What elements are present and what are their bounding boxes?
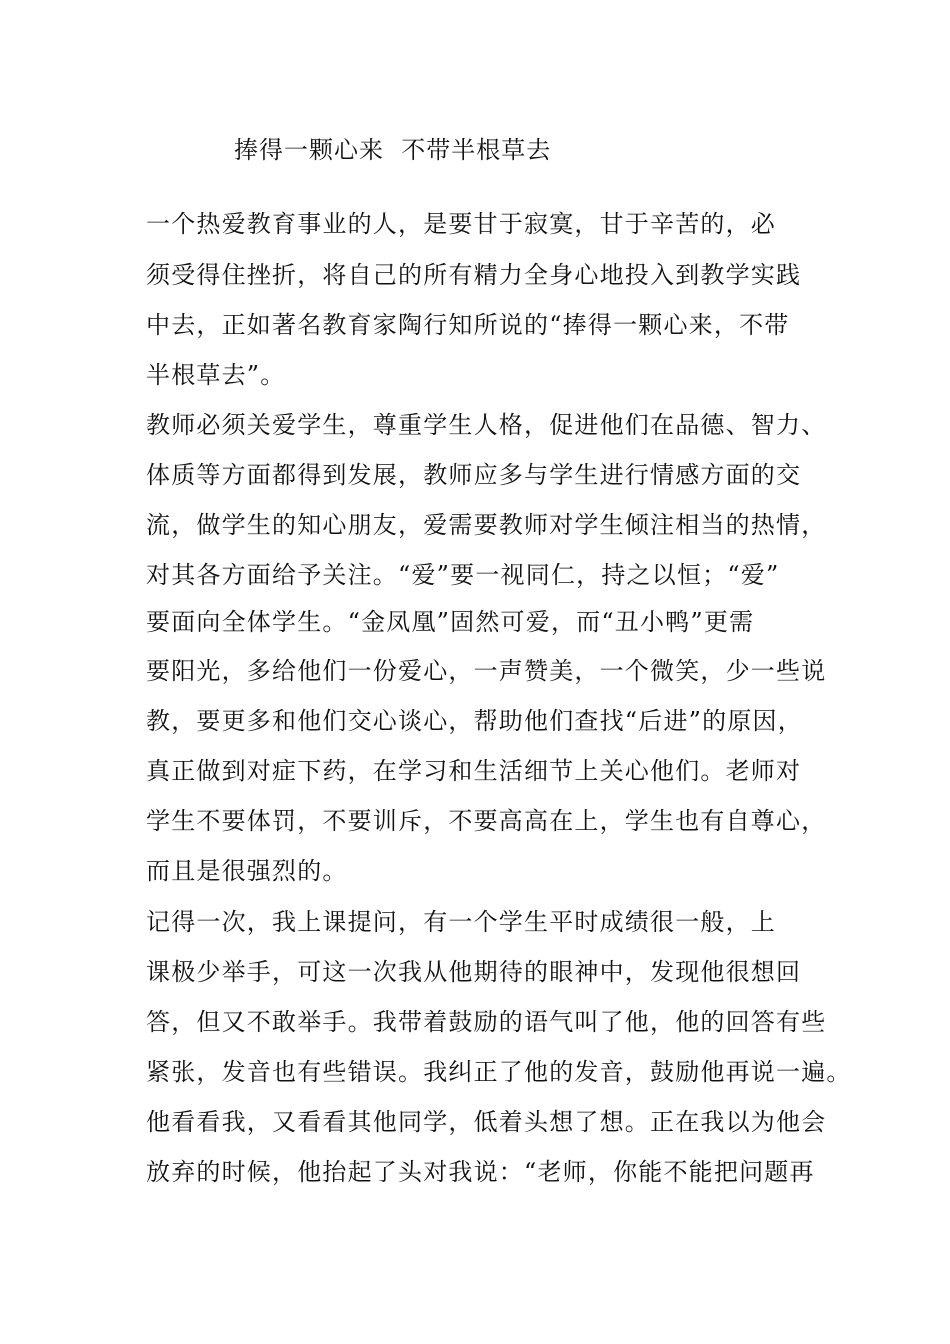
text-line: 中去，正如著名教育家陶行知所说的“捧得一颗心来，不带: [146, 311, 790, 339]
text-line: 而且是很强烈的。: [146, 857, 348, 885]
text-line: 记得一次，我上课提问，有一个学生平时成绩很一般，上: [146, 908, 776, 936]
text-line: 教师必须关爱学生，尊重学生人格，促进他们在品德、智力、: [146, 411, 827, 439]
text-line: 放弃的时候，他抬起了头对我说：“老师，你能不能把问题再: [146, 1158, 815, 1186]
document-title: 捧得一颗心来 不带半根草去: [234, 136, 552, 164]
text-line: 答，但又不敢举手。我带着鼓励的语气叫了他，他的回答有些: [146, 1008, 827, 1036]
text-line: 须受得住挫折，将自己的所有精力全身心地投入到教学实践: [146, 261, 802, 289]
text-line: 学生不要体罚，不要训斥，不要高高在上，学生也有自尊心，: [146, 807, 827, 835]
text-line: 真正做到对症下药，在学习和生活细节上关心他们。老师对: [146, 757, 802, 785]
text-line: 要阳光，多给他们一份爱心，一声赞美，一个微笑，少一些说: [146, 657, 827, 685]
text-line: 教，要更多和他们交心谈心，帮助他们查找“后进”的原因，: [146, 707, 803, 735]
text-line: 课极少举手，可这一次我从他期待的眼神中，发现他很想回: [146, 958, 802, 986]
text-line: 对其各方面给予关注。“爱”要一视同仁，持之以恒；“爱”: [146, 561, 780, 589]
text-line: 流，做学生的知心朋友，爱需要教师对学生倾注相当的热情，: [146, 511, 827, 539]
text-line: 紧张，发音也有些错误。我纠正了他的发音，鼓励他再说一遍。: [146, 1058, 852, 1086]
text-line: 他看看我，又看看其他同学，低着头想了想。正在我以为他会: [146, 1108, 827, 1136]
text-line: 一个热爱教育事业的人，是要甘于寂寞，甘于辛苦的，必: [146, 210, 776, 238]
text-line: 体质等方面都得到发展，教师应多与学生进行情感方面的交: [146, 461, 802, 489]
text-line: 要面向全体学生。“金凤凰”固然可爱，而“丑小鸭”更需: [146, 608, 755, 636]
text-line: 半根草去”。: [146, 361, 286, 389]
